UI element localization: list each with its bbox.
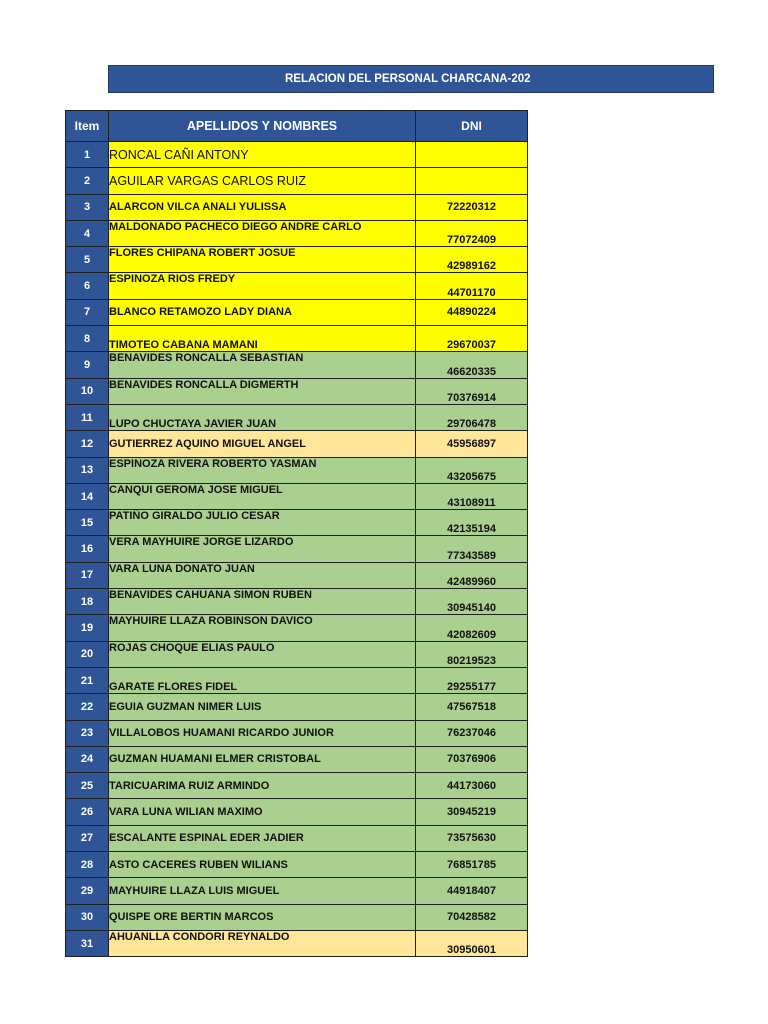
row-dni[interactable]: 80219523 [416,641,528,667]
row-item-number: 14 [66,483,109,509]
row-full-name[interactable]: BENAVIDES RONCALLA SEBASTIAN [109,352,416,378]
row-dni[interactable]: 43108911 [416,483,528,509]
row-dni[interactable] [416,142,528,168]
row-dni[interactable]: 44890224 [416,299,528,325]
row-item-number: 6 [66,273,109,299]
table-row [66,352,528,378]
row-full-name[interactable]: LUPO CHUCTAYA JAVIER JUAN [109,404,416,430]
row-full-name[interactable]: GARATE FLORES FIDEL [109,667,416,693]
row-dni[interactable]: 30945140 [416,589,528,615]
row-item-number: 5 [66,247,109,273]
table-row [66,431,528,457]
row-full-name[interactable]: BLANCO RETAMOZO LADY DIANA [109,299,416,325]
row-item-number: 24 [66,746,109,772]
table-row [66,562,528,588]
table-row [66,878,528,904]
row-item-number: 26 [66,799,109,825]
row-dni[interactable]: 70428582 [416,904,528,930]
row-dni[interactable]: 77343589 [416,536,528,562]
row-dni[interactable]: 70376906 [416,746,528,772]
row-item-number: 10 [66,378,109,404]
row-full-name[interactable]: FLORES CHIPANA ROBERT JOSUE [109,247,416,273]
row-item-number: 7 [66,299,109,325]
row-dni[interactable]: 76237046 [416,720,528,746]
row-full-name[interactable]: ESCALANTE ESPINAL EDER JADIER [109,825,416,851]
table-row [66,168,528,194]
table-row [66,194,528,220]
row-dni[interactable]: 77072409 [416,220,528,246]
table-row [66,773,528,799]
row-full-name[interactable]: AGUILAR VARGAS CARLOS RUIZ [109,168,416,194]
table-row [66,852,528,878]
row-dni[interactable]: 42082609 [416,615,528,641]
table-row [66,904,528,930]
table-row [66,483,528,509]
row-dni[interactable]: 76851785 [416,852,528,878]
row-full-name[interactable]: EGUIA GUZMAN NIMER LUIS [109,694,416,720]
table-row [66,825,528,851]
row-dni[interactable]: 29706478 [416,404,528,430]
row-full-name[interactable]: GUZMAN HUAMANI ELMER CRISTOBAL [109,746,416,772]
row-full-name[interactable]: TIMOTEO CABANA MAMANI [109,326,416,352]
table-row [66,142,528,168]
row-full-name[interactable]: PATIÑO GIRALDO JULIO CESAR [109,510,416,536]
table-row [66,273,528,299]
header-row [66,111,528,142]
row-dni[interactable]: 44918407 [416,878,528,904]
row-item-number: 31 [66,930,109,956]
table-row [66,799,528,825]
row-full-name[interactable]: MAYHUIRE LLAZA ROBINSON DAVICO [109,615,416,641]
row-item-number: 29 [66,878,109,904]
row-item-number: 20 [66,641,109,667]
table-row [66,694,528,720]
row-dni[interactable]: 29255177 [416,667,528,693]
row-dni[interactable]: 72220312 [416,194,528,220]
row-full-name[interactable]: BENAVIDES CAHUANA SIMON RUBEN [109,589,416,615]
row-dni[interactable]: 44173060 [416,773,528,799]
row-full-name[interactable]: ROJAS CHOQUE ELIAS PAULO [109,641,416,667]
header-dni: DNI [416,111,528,142]
row-item-number: 22 [66,694,109,720]
row-full-name[interactable]: MALDONADO PACHECO DIEGO ANDRE CARLO [109,220,416,246]
table-row [66,615,528,641]
row-dni[interactable]: 47567518 [416,694,528,720]
row-full-name[interactable]: ASTO CACERES RUBEN WILIANS [109,852,416,878]
table-row [66,457,528,483]
sheet-title-text: RELACION DEL PERSONAL CHARCANA-202 [285,73,531,85]
row-item-number: 16 [66,536,109,562]
row-full-name[interactable]: VERA MAYHUIRE JORGE LIZARDO [109,536,416,562]
row-dni[interactable]: 70376914 [416,378,528,404]
row-item-number: 1 [66,142,109,168]
table-row [66,746,528,772]
table-row [66,299,528,325]
table-row [66,536,528,562]
row-dni[interactable]: 45956897 [416,431,528,457]
row-dni[interactable]: 43205675 [416,457,528,483]
row-item-number: 12 [66,431,109,457]
row-item-number: 13 [66,457,109,483]
row-item-number: 8 [66,326,109,352]
row-item-number: 11 [66,404,109,430]
row-item-number: 4 [66,220,109,246]
table-row [66,930,528,956]
row-item-number: 30 [66,904,109,930]
row-dni[interactable]: 42135194 [416,510,528,536]
row-full-name[interactable]: MAYHUIRE LLAZA LUIS MIGUEL [109,878,416,904]
table-row [66,404,528,430]
table-row [66,247,528,273]
row-full-name[interactable]: BENAVIDES RONCALLA DIGMERTH [109,378,416,404]
row-item-number: 28 [66,852,109,878]
row-dni[interactable]: 42989162 [416,247,528,273]
row-full-name[interactable]: VILLALOBOS HUAMANI RICARDO JUNIOR [109,720,416,746]
personnel-table [65,110,528,957]
row-dni[interactable]: 46620335 [416,352,528,378]
table-row [66,326,528,352]
row-full-name[interactable]: CANQUI GEROMA JOSE MIGUEL [109,483,416,509]
row-dni[interactable]: 73575630 [416,825,528,851]
header-item: Item [66,111,109,142]
row-full-name[interactable]: ALARCON VILCA ANALI YULISSA [109,194,416,220]
row-item-number: 15 [66,510,109,536]
row-full-name[interactable]: AHUANLLA CONDORI REYNALDO [109,930,416,956]
row-item-number: 17 [66,562,109,588]
sheet-title [109,66,705,92]
title-banner [108,65,714,93]
table-row [66,220,528,246]
row-full-name[interactable]: TARICUARIMA RUIZ ARMINDO [109,773,416,799]
table-row [66,510,528,536]
row-item-number: 25 [66,773,109,799]
row-full-name[interactable]: ESPINOZA RIOS FREDY [109,273,416,299]
row-item-number: 18 [66,589,109,615]
row-full-name[interactable]: VARA LUNA DONATO JUAN [109,562,416,588]
row-item-number: 23 [66,720,109,746]
table-row [66,378,528,404]
table-row [66,667,528,693]
row-dni[interactable]: 42489960 [416,562,528,588]
row-dni[interactable]: 29670037 [416,326,528,352]
row-full-name[interactable]: QUISPE ORE BERTIN MARCOS [109,904,416,930]
row-item-number: 21 [66,667,109,693]
row-full-name[interactable]: RONCAL CAÑI ANTONY [109,142,416,168]
row-dni[interactable]: 30945219 [416,799,528,825]
row-full-name[interactable]: GUTIERREZ AQUINO MIGUEL ANGEL [109,431,416,457]
row-dni[interactable]: 30950601 [416,930,528,956]
header-name: APELLIDOS Y NOMBRES [109,111,416,142]
row-item-number: 27 [66,825,109,851]
row-item-number: 9 [66,352,109,378]
row-full-name[interactable]: VARA LUNA WILIAN MAXIMO [109,799,416,825]
row-item-number: 3 [66,194,109,220]
table-row [66,589,528,615]
row-dni[interactable] [416,168,528,194]
row-item-number: 2 [66,168,109,194]
row-item-number: 19 [66,615,109,641]
table-row [66,641,528,667]
row-dni[interactable]: 44701170 [416,273,528,299]
table-row [66,720,528,746]
row-full-name[interactable]: ESPINOZA RIVERA ROBERTO YASMAN [109,457,416,483]
